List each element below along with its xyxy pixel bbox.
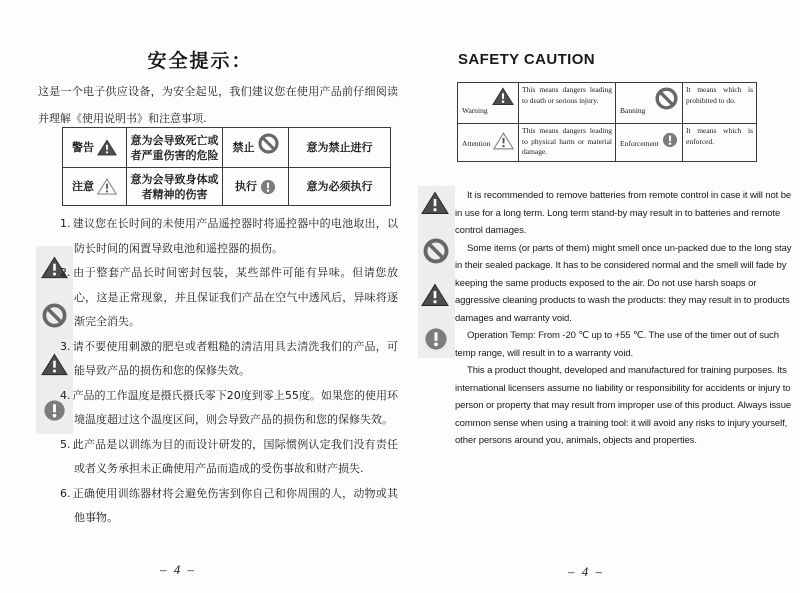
en-desc-banning: It means which is prohibited to do. [683, 83, 757, 124]
list-item: 4. 产品的工作温度是摄氏摄氏零下20度到零上55度。如果您的使用环境温度超过这个温度区间，则会导致产品的损伤和您的保修失效。 [60, 388, 398, 426]
cn-desc-enforcement: 意为必须执行 [289, 168, 391, 206]
attention-triangle-icon [493, 132, 514, 150]
warning-triangle-icon [492, 87, 514, 106]
cn-term-attention: 注意 [72, 179, 94, 193]
en-safety-text [455, 187, 792, 450]
cn-page-number: – 4 – [160, 562, 196, 577]
warning-triangle-icon [97, 139, 117, 156]
en-caution-legend-table [457, 82, 757, 162]
table-row [63, 168, 391, 206]
enforcement-circle-icon [260, 179, 276, 195]
en-paragraph: Operation Temp: From -20 ℃ up to +55 ℃. The use of the timer out of such temp range, will result in to a warranty void. [455, 330, 779, 359]
table-row [458, 124, 757, 162]
en-desc-attention: This means dangers leading to physical harm or material damage. [519, 124, 616, 162]
warning-triangle-icon [421, 191, 449, 215]
enforcement-circle-icon [662, 132, 678, 148]
list-item: 3. 请不要使用刺激的肥皂或者粗糙的清洁用具去清洗我们的产品，可能导致产品的损伤和您的保修失效。 [60, 339, 398, 377]
banning-circle-icon [423, 238, 449, 264]
en-term-attention: Attention [462, 138, 491, 148]
en-page-title: SAFETY CAUTION [458, 51, 595, 68]
en-desc-warning: This means dangers leading to death or serious injury. [519, 83, 616, 124]
cn-term-banning: 禁止 [232, 141, 255, 154]
table-row [458, 83, 757, 124]
banning-circle-icon [258, 133, 279, 154]
warning-triangle-icon [421, 283, 449, 307]
list-item: 2. 由于整套产品长时间密封包装，某些部件可能有异味。但请您放心，这是正常现象，并且保证我们产品在空气中透风后，异味将逐渐完全消失。 [60, 266, 398, 328]
cn-term-warning: 警告 [72, 140, 94, 154]
en-paragraph: Some items (or parts of them) might smell once un-packed due to the long stay in their sealed package. It has to be considered normal and the smell will fade by keeping the same products exposed to the air. Do not use harsh soaps or aggressive cleaning products to wash the products: they may result in to products damages and warranty void. [455, 242, 792, 324]
list-item: 5. 此产品是以训练为目的而设计研发的，国际惯例认定我们没有责任或者义务承担未正确使用产品而造成的受伤事故和财产损失. [60, 437, 398, 475]
en-term-enforcement: Enforcement [620, 138, 659, 148]
attention-triangle-icon [97, 178, 117, 195]
banning-circle-icon [655, 87, 678, 110]
en-page-number: – 4 – [568, 564, 604, 579]
cn-page-title: 安全提示： [147, 50, 253, 72]
enforcement-circle-icon [424, 327, 448, 351]
table-row [63, 128, 391, 168]
cn-caution-legend-table [62, 127, 391, 206]
cn-desc-banning: 意为禁止进行 [289, 128, 391, 168]
list-item: 6. 正确使用训练器材将会避免伤害到你自己和你周围的人，动物或其他事物。 [60, 486, 398, 524]
cn-term-enforcement: 执行 [235, 180, 257, 193]
cn-safety-list [60, 212, 398, 531]
cn-intro-paragraph: 这是一个电子供应设备，为安全起见，我们建议您在使用产品前仔细阅读并理解《使用说明书》和注意事项. [38, 85, 398, 125]
cn-desc-attention: 意为会导致身体或者精神的伤害 [127, 168, 223, 206]
en-desc-enforcement: It means which is enforced. [683, 124, 757, 162]
en-term-warning: Warning [462, 105, 488, 115]
cn-desc-warning: 意为会导致死亡或者严重伤害的危险 [127, 128, 223, 168]
list-item: 1. 建议您在长时间的未使用产品遥控器时将遥控器中的电池取出，以防长时间的闲置导致电池和遥控器的损伤。 [60, 217, 398, 255]
en-term-banning: Banning [620, 105, 646, 115]
en-paragraph: It is recommended to remove batteries from remote control in case it will not be in use for a long term. Long term stand-by may result in to batteries and remote control damages. [455, 190, 792, 236]
en-paragraph: This a product thought, developed and manufactured for training purposes. Its international licensers assume no liability or responsibility for accidents or injury to person or property that may result from improper use of this product. Always issue common sense when using a training tool: it will avoid any risks to injury yourself, other persons around you, animals, objects and properties. [455, 365, 792, 446]
